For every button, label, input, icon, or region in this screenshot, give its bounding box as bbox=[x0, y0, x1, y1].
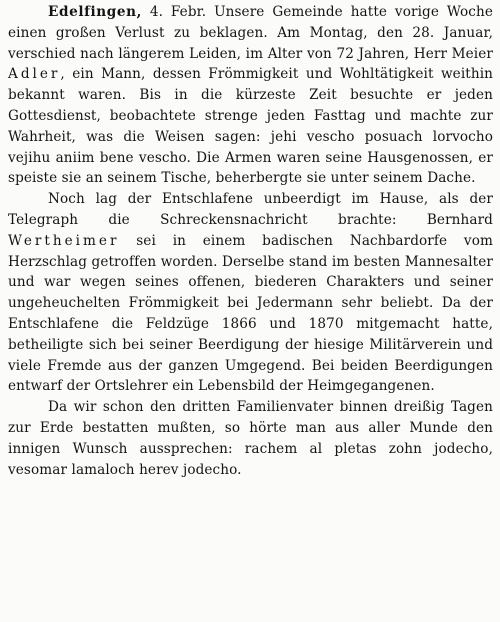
paragraph-2-text-b: sei in einem badischen Nachbardorfe vom Herzschlag getroffen worden. Derselbe stand im besten Mannesalter und war wegen seines offenen, biederen Charakters und seiner ungeheuchelten Frömmigkeit bei Jedermann sehr beliebt. Da der Entschlafene die Feldzüge 1866 und 1870 mitgemacht hatte, betheiligte sich bei seiner Beerdigung der hiesige Militärverein und viele Fremde aus der ganzen Umgegend. Bei beiden Beerdigungen entwarf der Ortslehrer ein Lebensbild der Heimgegangenen. bbox=[8, 232, 493, 395]
paragraph-3-text: Da wir schon den dritten Familienvater binnen dreißig Tagen zur Erde bestatten mußten, so hörte man aus aller Munde den innigen Wunsch aussprechen: rachem al pletas zohn jodecho, vesomar lamaloch herev jodecho. bbox=[8, 399, 493, 478]
paragraph-1-text-a: Unsere Gemeinde hatte vorige Woche einen großen Verlust zu beklagen. Am Montag, den 28. Januar, verschied nach längerem Leiden, im Alter von 72 Jahren, Herr Meier bbox=[8, 4, 493, 62]
dateline-date: 4. Febr. bbox=[149, 4, 207, 20]
article-paragraph-1 bbox=[8, 2, 493, 189]
article-paragraph-2 bbox=[8, 189, 493, 397]
article-paragraph-3 bbox=[8, 397, 493, 480]
paragraph-1-text-b: , ein Mann, dessen Frömmigkeit und Wohltätigkeit weithin bekannt waren. Bis in die kürzeste Zeit besuchte er jeden Gottesdienst, beobachtete strenge jeden Fasttag und machte zur Wahrheit, was die Weisen sagen: jehi vescho posuach lorvocho vejihu aniim bene vescho. Die Armen waren seine Hausgenossen, er speiste sie an seinem Tische, beherbergte sie unter seinem Dache. bbox=[8, 66, 493, 187]
person-name-adler: Adler bbox=[8, 66, 61, 83]
person-name-wertheimer: Wertheimer bbox=[8, 232, 120, 249]
paragraph-2-text-a: Noch lag der Entschlafene unbeerdigt im Hause, als der Telegraph die Schreckensnachricht brachte: Bernhard bbox=[8, 191, 493, 228]
dateline-place: Edelfingen, bbox=[48, 4, 142, 20]
